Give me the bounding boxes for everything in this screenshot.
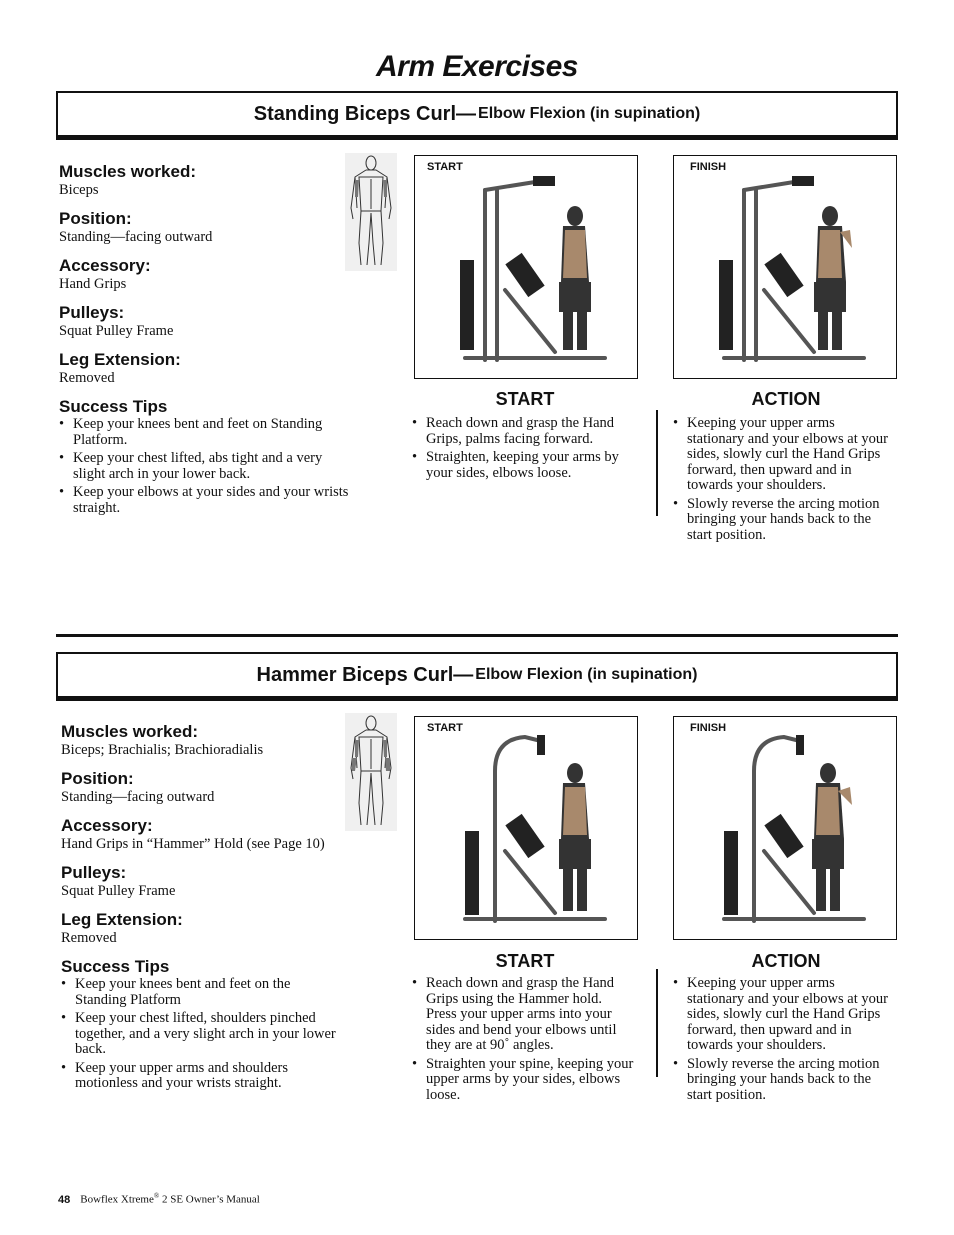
photo-label: START [427, 722, 463, 734]
bowflex-machine-image [704, 170, 874, 370]
muscles-value: Biceps; Brachialis; Brachioradialis [61, 742, 264, 758]
manual-name: Bowflex Xtreme [80, 1193, 154, 1206]
action-steps [673, 416, 888, 546]
action-heading: ACTION [751, 951, 821, 971]
pulleys-value: Squat Pulley Frame [61, 883, 176, 899]
muscles-label: Muscles worked: [59, 162, 196, 181]
start-step: • Straighten your spine, keeping your upper arms by your sides, elbows loose. [412, 1057, 634, 1104]
column-divider [656, 410, 658, 516]
exercise-header-standing-biceps-curl [56, 91, 898, 137]
success-tip: • Keep your upper arms and shoulders motionless and your wrists straight. [61, 1061, 341, 1092]
finish-photo [673, 716, 897, 940]
action-steps [673, 976, 888, 1106]
pulleys-label: Pulleys: [61, 863, 127, 882]
bowflex-machine-image [445, 731, 615, 931]
exercise-title: Standing Biceps Curl— [253, 102, 477, 125]
leg-extension-label: Leg Extension: [61, 910, 183, 929]
registered-mark: ® [153, 1192, 160, 1200]
action-step: • Keeping your upper arms stationary and your elbows at your sides, slowly curl the Hand Grips forward, then upward and in towards your shoulders. [673, 416, 888, 494]
finish-photo [673, 155, 897, 379]
exercise-details [61, 722, 341, 1095]
action-heading: ACTION [751, 389, 821, 409]
start-step: • Reach down and grasp the Hand Grips using the Hammer hold. Press your upper arms into your sides and bend your elbows until they are at 90˚ angles. [412, 976, 634, 1054]
success-tip: • Keep your chest lifted, abs tight and a very slight arch in your lower back. [59, 451, 349, 482]
leg-extension-value: Removed [61, 930, 117, 946]
action-step: • Keeping your upper arms stationary and your elbows at your sides, slowly curl the Hand Grips forward, then upward and in towards your shoulders. [673, 976, 888, 1054]
position-value: Standing—facing outward [59, 229, 213, 245]
photo-label: START [427, 161, 463, 173]
exercise-title: Hammer Biceps Curl— [256, 663, 474, 686]
column-divider [656, 969, 658, 1077]
success-tips-label: Success Tips [61, 957, 170, 976]
page-footer [58, 1192, 260, 1206]
position-label: Position: [61, 769, 134, 788]
page-title: Arm Exercises [376, 50, 578, 83]
accessory-value: Hand Grips [59, 276, 127, 292]
exercise-details [59, 162, 349, 519]
muscle-diagram-icon [345, 713, 397, 831]
start-photo [414, 155, 638, 379]
leg-extension-value: Removed [59, 370, 115, 386]
success-tips-list [61, 977, 341, 1092]
pulleys-label: Pulleys: [59, 303, 125, 322]
success-tips-list [59, 417, 349, 516]
start-photo [414, 716, 638, 940]
accessory-label: Accessory: [59, 256, 151, 275]
action-step: • Slowly reverse the arcing motion bringing your hands back to the start position. [673, 497, 888, 544]
success-tip: • Keep your elbows at your sides and your wrists straight. [59, 485, 349, 516]
start-step: • Reach down and grasp the Hand Grips, palms facing forward. [412, 416, 640, 447]
start-steps [412, 416, 640, 484]
bowflex-machine-image [445, 170, 615, 370]
success-tip: • Keep your chest lifted, shoulders pinched together, and a very slight arch in your lower back. [61, 1011, 341, 1058]
success-tip: • Keep your knees bent and feet on Standing Platform. [59, 417, 349, 448]
section-divider [56, 634, 898, 637]
muscles-label: Muscles worked: [61, 722, 198, 741]
leg-extension-label: Leg Extension: [59, 350, 181, 369]
start-heading: START [495, 951, 555, 971]
exercise-subtitle: Elbow Flexion (in supination) [475, 666, 698, 683]
page-number: 48 [58, 1193, 71, 1206]
action-step: • Slowly reverse the arcing motion bringing your hands back to the start position. [673, 1057, 888, 1104]
position-label: Position: [59, 209, 132, 228]
pulleys-value: Squat Pulley Frame [59, 323, 174, 339]
accessory-label: Accessory: [61, 816, 153, 835]
position-value: Standing—facing outward [61, 789, 215, 805]
accessory-value: Hand Grips in “Hammer” Hold (see Page 10) [61, 836, 325, 852]
start-heading: START [495, 389, 555, 409]
start-step: • Straighten, keeping your arms by your sides, elbows loose. [412, 450, 640, 481]
muscles-value: Biceps [59, 182, 99, 198]
bowflex-machine-image [704, 731, 874, 931]
photo-label: FINISH [690, 722, 727, 734]
photo-label: FINISH [690, 161, 727, 173]
start-steps [412, 976, 634, 1106]
exercise-subtitle: Elbow Flexion (in supination) [478, 105, 701, 122]
success-tip: • Keep your knees bent and feet on the Standing Platform [61, 977, 341, 1008]
success-tips-label: Success Tips [59, 397, 168, 416]
muscle-diagram-icon [345, 153, 397, 271]
manual-name-rest: 2 SE Owner’s Manual [159, 1193, 260, 1206]
exercise-header-hammer-biceps-curl [56, 652, 898, 698]
